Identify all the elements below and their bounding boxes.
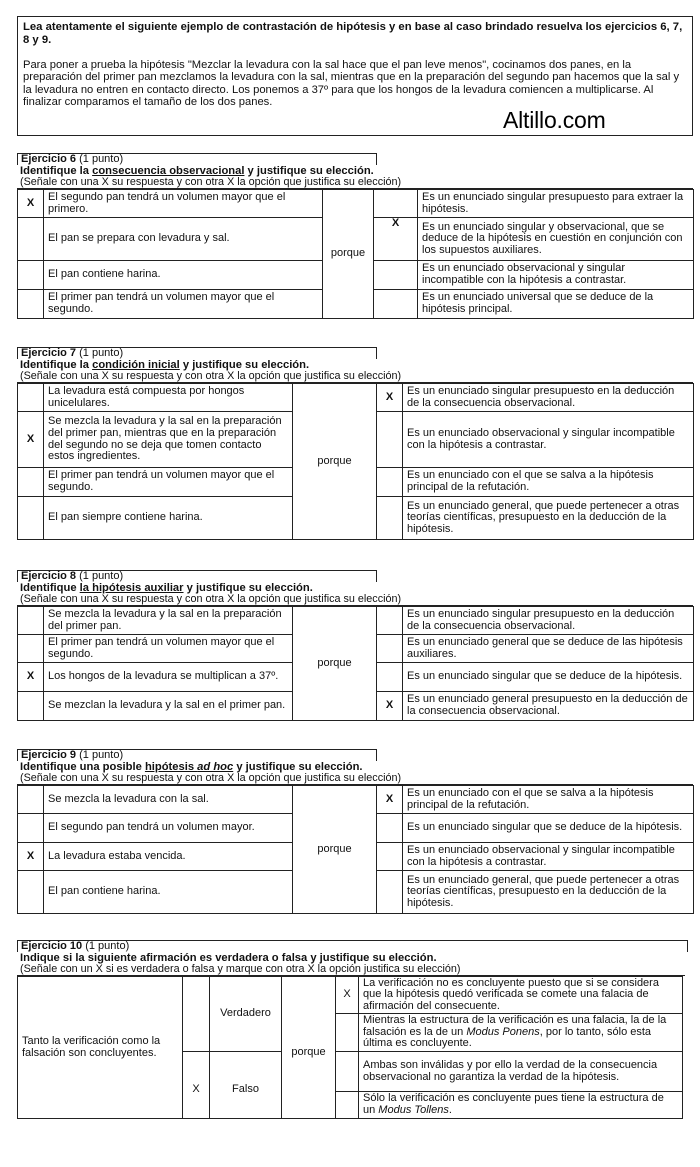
exercise-instruction: Indique si la siguiente afirmación es verdadera o falsa y justifique su elección. <box>20 952 437 964</box>
answer-mark-cell[interactable]: X <box>18 843 44 871</box>
justification-option: Es un enunciado con el que se salva a la hipótesis principal de la refutación. <box>403 468 694 497</box>
exercise-7 <box>17 347 693 540</box>
justification-option: Es un enunciado general, que puede pertenecer a otras teorías científicas, presupuesto en la deducción de la hipótesis. <box>403 497 694 540</box>
answer-mark-cell[interactable]: X <box>18 190 44 218</box>
exercise-points: (1 punto) <box>79 153 124 165</box>
answer-option: El pan se prepara con levadura y sal. <box>44 218 323 261</box>
porque-label: porque <box>293 607 377 721</box>
exercise-title: Ejercicio 9 <box>21 749 77 761</box>
exercise-title: Ejercicio 6 <box>21 153 77 165</box>
justification-option: Es un enunciado general que se deduce de las hipótesis auxiliares. <box>403 635 694 663</box>
exercise-10 <box>17 940 693 1119</box>
exercise-points: (1 punto) <box>85 940 130 952</box>
instruction-keyword: la hipótesis auxiliar <box>79 582 184 594</box>
justification-option: Es un enunciado singular presupuesto en la deducción de la consecuencia observacional. <box>403 384 694 412</box>
answer-option: Se mezcla la levadura y la sal en la preparación del primer pan, mientras que en la preparación del segundo no se deja que tomen contacto estos ingredientes. <box>44 412 293 468</box>
answer-mark-cell[interactable] <box>18 786 44 814</box>
justification-option: Es un enunciado singular presupuesto en la deducción de la consecuencia observacional. <box>403 607 694 635</box>
justification-mark-cell[interactable] <box>377 871 403 914</box>
instruction-text: Identifique <box>20 582 80 594</box>
answer-option: Se mezcla la levadura con la sal. <box>44 786 293 814</box>
answer-mark-cell[interactable] <box>18 497 44 540</box>
exercise-header <box>17 570 377 582</box>
justification-option: Es un enunciado con el que se salva a la hipótesis principal de la refutación. <box>403 786 694 814</box>
answer-mark-cell[interactable] <box>18 692 44 721</box>
justification-option: Es un enunciado general presupuesto en la deducción de la consecuencia observacional. <box>403 692 694 721</box>
answer-option: El pan contiene harina. <box>44 871 293 914</box>
answer-option: Se mezclan la levadura y la sal en el primer pan. <box>44 692 293 721</box>
justification-mark-cell[interactable] <box>377 468 403 497</box>
instruction-keyword-italic: ad hoc <box>197 761 234 773</box>
instruction-text: Identifique una posible <box>20 761 145 773</box>
false-option-label: Falso <box>210 1052 282 1119</box>
exercise-points: (1 punto) <box>79 347 124 359</box>
justification-mark-cell[interactable] <box>336 1092 359 1119</box>
justification-mark-cell[interactable] <box>336 1014 359 1052</box>
justification-option: Es un enunciado singular que se deduce de la hipótesis. <box>403 814 694 843</box>
watermark: Altillo.com <box>503 107 606 133</box>
justification-mark-cell[interactable] <box>377 412 403 468</box>
answer-mark-cell[interactable]: X <box>18 663 44 692</box>
true-mark-cell[interactable] <box>183 977 210 1052</box>
justification-option <box>359 1052 683 1092</box>
justification-option <box>359 977 683 1014</box>
justification-mark-cell[interactable] <box>377 497 403 540</box>
justification-option: Es un enunciado observacional y singular incompatible con la hipótesis a contrastar. <box>418 261 694 290</box>
answer-option: La levadura estaba vencida. <box>44 843 293 871</box>
answer-mark-cell[interactable] <box>18 261 44 290</box>
exercise-header <box>17 153 377 165</box>
justification-option: Es un enunciado singular presupuesto para extraer la hipótesis. <box>418 190 694 218</box>
justification-mark-cell[interactable] <box>377 663 403 692</box>
instruction-text: y justifique su elección. <box>179 359 310 371</box>
instruction-text: Identifique la <box>20 359 93 371</box>
answer-mark-cell[interactable] <box>18 468 44 497</box>
answer-option: El pan siempre contiene harina. <box>44 497 293 540</box>
justification-option: Es un enunciado universal que se deduce de la hipótesis principal. <box>418 290 694 319</box>
exercise-note: (Señale con un X si es verdadera o falsa y marque con otra X la opción justifica su elección) <box>17 964 685 976</box>
answer-mark-cell[interactable]: X <box>18 412 44 468</box>
false-mark-cell[interactable]: X <box>183 1052 210 1119</box>
instruction-text: y justifique su elección. <box>183 582 313 594</box>
answer-table <box>17 785 694 914</box>
justification-italic: Modus Tollens <box>378 1104 449 1116</box>
answer-mark-cell[interactable] <box>18 814 44 843</box>
exercise-header <box>17 940 688 952</box>
justification-text: Sólo la verificación es concluyente pues tiene la estructura de un <box>363 1092 664 1116</box>
answer-table <box>17 976 683 1119</box>
justification-text: Ambas son inválidas y por ello la verdad de la consecuencia observacional no garantiza la verdad de la hipótesis. <box>363 1058 658 1083</box>
exercise-8 <box>17 570 693 721</box>
exercise-note: (Señale con una X su respuesta y con otra X la opción que justifica su elección) <box>17 177 693 189</box>
instruction-keyword: consecuencia observacional <box>92 165 245 177</box>
answer-option: Se mezcla la levadura y la sal en la preparación del primer pan. <box>44 607 293 635</box>
justification-option: Es un enunciado observacional y singular incompatible con la hipótesis a contrastar. <box>403 412 694 468</box>
justification-option <box>359 1014 683 1052</box>
answer-table <box>17 383 694 540</box>
exercise-title: Ejercicio 10 <box>21 940 83 952</box>
answer-option: Los hongos de la levadura se multiplican a 37º. <box>44 663 293 692</box>
justification-text: Mientras la estructura de la verificación es una falacia, la de la falsación es la de un <box>363 1014 667 1038</box>
justification-mark-cell[interactable] <box>336 1052 359 1092</box>
justification-option <box>359 1092 683 1119</box>
instruction-text: Identifique la <box>20 165 93 177</box>
justification-option: Es un enunciado general, que puede pertenecer a otras teorías científicas, presupuesto en la deducción de la hipótesis. <box>403 871 694 914</box>
porque-label: porque <box>293 384 377 540</box>
justification-italic: Modus Ponens <box>466 1025 540 1038</box>
porque-label: porque <box>293 786 377 914</box>
answer-option: El primer pan tendrá un volumen mayor que el segundo. <box>44 290 323 319</box>
exercise-title: Ejercicio 8 <box>21 570 77 582</box>
justification-text: La verificación no es concluyente puesto que si se considera que la hipótesis quedó verificada se comete una falacia de afirmación del consecuente. <box>363 976 659 1012</box>
answer-mark-cell[interactable] <box>18 218 44 261</box>
justification-mark-cell[interactable] <box>374 261 418 290</box>
exercise-header <box>17 347 377 359</box>
justification-mark-cell[interactable]: X <box>377 384 403 412</box>
justification-mark-cell[interactable] <box>377 635 403 663</box>
justification-mark-cell[interactable] <box>377 607 403 635</box>
justification-option: Es un enunciado singular y observacional, que se deduce de la hipótesis en cuestión en conjunción con los supuestos auxiliares. <box>418 218 694 261</box>
justification-mark-cell[interactable] <box>377 843 403 871</box>
answer-table <box>17 189 694 319</box>
porque-label: porque <box>323 190 374 319</box>
justification-mark-cell[interactable]: X <box>374 218 418 261</box>
instruction-text: y justifique su elección. <box>233 761 363 773</box>
exercise-points: (1 punto) <box>79 570 124 582</box>
exercise-note: (Señale con una X su respuesta y con otra X la opción que justifica su elección) <box>17 594 693 606</box>
exercise-note: (Señale con una X su respuesta y con otra X la opción que justifica su elección) <box>17 371 693 383</box>
answer-option: El pan contiene harina. <box>44 261 323 290</box>
exercise-6 <box>17 153 693 319</box>
answer-mark-cell[interactable] <box>18 871 44 914</box>
justification-mark-cell[interactable] <box>377 814 403 843</box>
answer-table <box>17 606 694 721</box>
instruction-keyword: condición inicial <box>92 359 180 371</box>
justification-text: , por lo tanto, sólo esta última es concluyente. <box>363 1025 652 1050</box>
instruction-keyword: hipótesis <box>144 761 198 773</box>
answer-option: El primer pan tendrá un volumen mayor que el segundo. <box>44 635 293 663</box>
exercise-note: (Señale con una X su respuesta y con otra X la opción que justifica su elección) <box>17 773 693 785</box>
exercise-title: Ejercicio 7 <box>21 347 77 359</box>
answer-option: El segundo pan tendrá un volumen mayor que el primero. <box>44 190 323 218</box>
justification-mark-cell[interactable]: X <box>336 977 359 1014</box>
justification-option: Es un enunciado observacional y singular incompatible con la hipótesis a contrastar. <box>403 843 694 871</box>
justification-option: Es un enunciado singular que se deduce de la hipótesis. <box>403 663 694 692</box>
instruction-text: y justifique su elección. <box>244 165 374 177</box>
justification-mark-cell[interactable]: X <box>377 692 403 721</box>
intro-title: Lea atentamente el siguiente ejemplo de contrastación de hipótesis y en base al caso brindado resuelva los ejercicios 6, 7, 8 y 9. <box>23 21 683 46</box>
answer-option: La levadura está compuesta por hongos unicelulares. <box>44 384 293 412</box>
true-option-label: Verdadero <box>210 977 282 1052</box>
answer-mark-cell[interactable] <box>18 384 44 412</box>
justification-mark-cell[interactable] <box>374 190 418 218</box>
exercise-points: (1 punto) <box>79 749 124 761</box>
exercise-header <box>17 749 377 761</box>
answer-option: El primer pan tendrá un volumen mayor que el segundo. <box>44 468 293 497</box>
answer-option: El segundo pan tendrá un volumen mayor. <box>44 814 293 843</box>
justification-mark-cell[interactable]: X <box>377 786 403 814</box>
answer-mark-cell[interactable] <box>18 607 44 635</box>
exercise-9 <box>17 749 693 914</box>
porque-label: porque <box>282 977 336 1119</box>
answer-mark-cell[interactable] <box>18 290 44 319</box>
justification-text: . <box>448 1104 452 1116</box>
statement: Tanto la verificación como la falsación son concluyentes. <box>18 977 183 1119</box>
intro-text: Para poner a prueba la hipótesis "Mezclar la levadura con la sal hace que el pan leve menos", cocinamos dos panes, en la preparación del primer pan mezclamos la levadura con la sal, mientras que en la preparación del segundo pan hacemos que la sal y la levadura no entren en contacto directo. Los ponemos a 37º para que los hongos de la levadura comiencen a multiplicarse. Al finalizar comparamos el tamaño de los dos panes. <box>23 59 680 109</box>
answer-mark-cell[interactable] <box>18 635 44 663</box>
justification-mark-cell[interactable] <box>374 290 418 319</box>
